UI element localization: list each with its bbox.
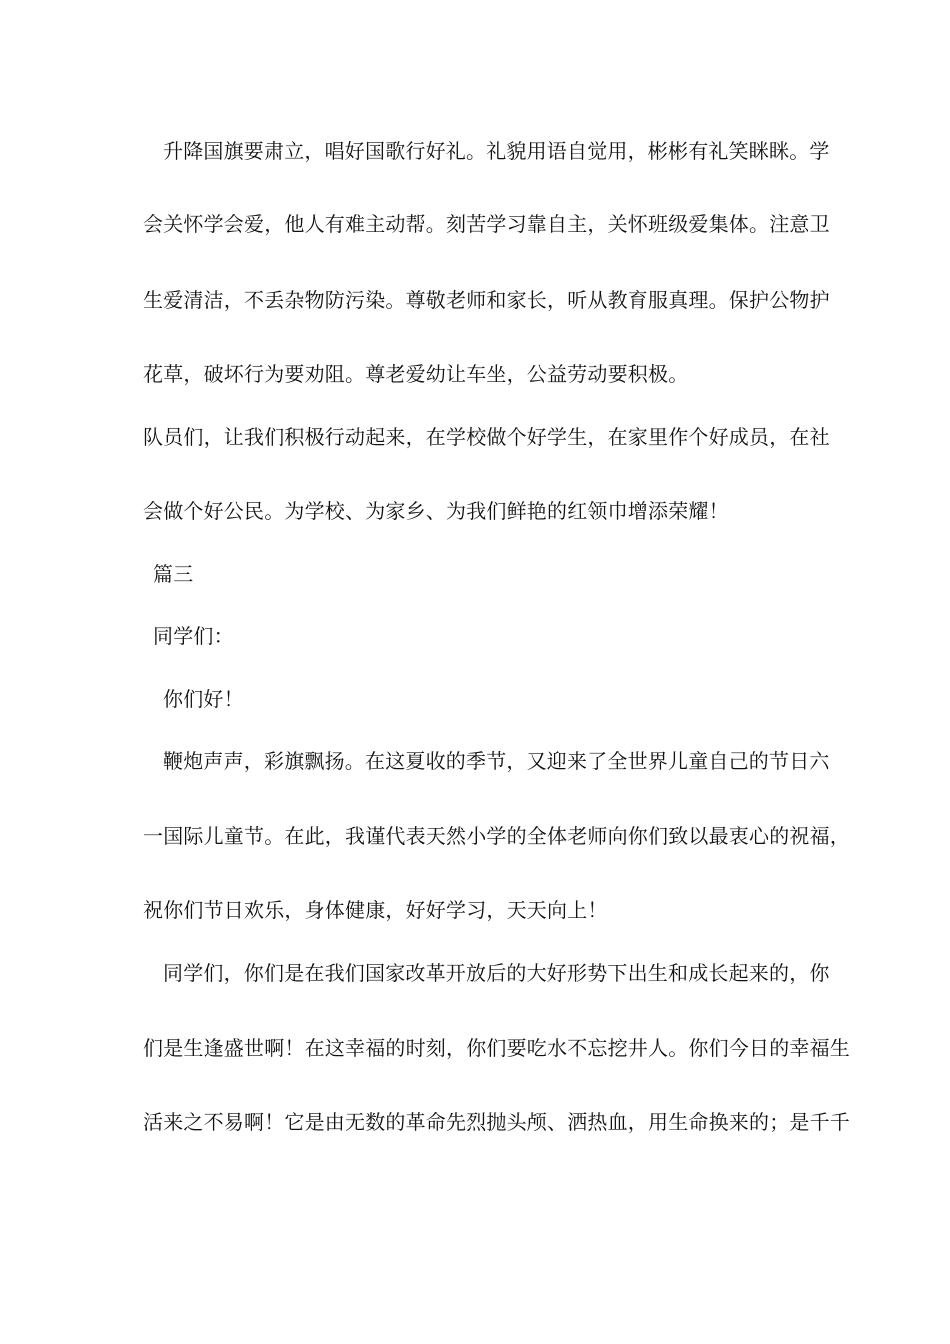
paragraph-line-2: 会关怀学会爱，他人有难主动帮。刻苦学习靠自主，关怀班级爱集体。注意卫 [143,212,830,236]
salutation: 同学们： [153,624,234,648]
paragraph-line-4: 花草，破坏行为要劝阻。尊老爱幼让车坐，公益劳动要积极。 [143,362,689,386]
paragraph-line-9: 祝你们节日欢乐，身体健康，好好学习，天天向上！ [143,898,608,922]
paragraph-line-12: 活来之不易啊！它是由无数的革命先烈抛头颅、洒热血，用生命换来的；是千千 [143,1110,850,1134]
paragraph-line-8: 一国际儿童节。在此，我谨代表天然小学的全体老师向你们致以最衷心的祝福， [143,824,850,848]
paragraph-line-10: 同学们，你们是在我们国家改革开放后的大好形势下出生和成长起来的，你 [163,961,830,985]
paragraph-line-1: 升降国旗要肃立，唱好国歌行好礼。礼貌用语自觉用，彬彬有礼笑眯眯。学 [163,139,830,163]
paragraph-line-6: 会做个好公民。为学校、为家乡、为我们鲜艳的红领巾增添荣耀！ [143,499,729,523]
section-heading: 篇三 [153,562,194,586]
paragraph-line-3: 生爱清洁，不丢杂物防污染。尊敬老师和家长，听从教育服真理。保护公物护 [143,288,830,312]
paragraph-line-11: 们是生逢盛世啊！在这幸福的时刻，你们要吃水不忘挖井人。你们今日的幸福生 [143,1036,850,1060]
greeting: 你们好！ [163,687,244,711]
paragraph-line-7: 鞭炮声声，彩旗飘扬。在这夏收的季节，又迎来了全世界儿童自己的节日六 [163,749,830,773]
paragraph-line-5: 队员们，让我们积极行动起来，在学校做个好学生，在家里作个好成员，在社 [143,425,830,449]
